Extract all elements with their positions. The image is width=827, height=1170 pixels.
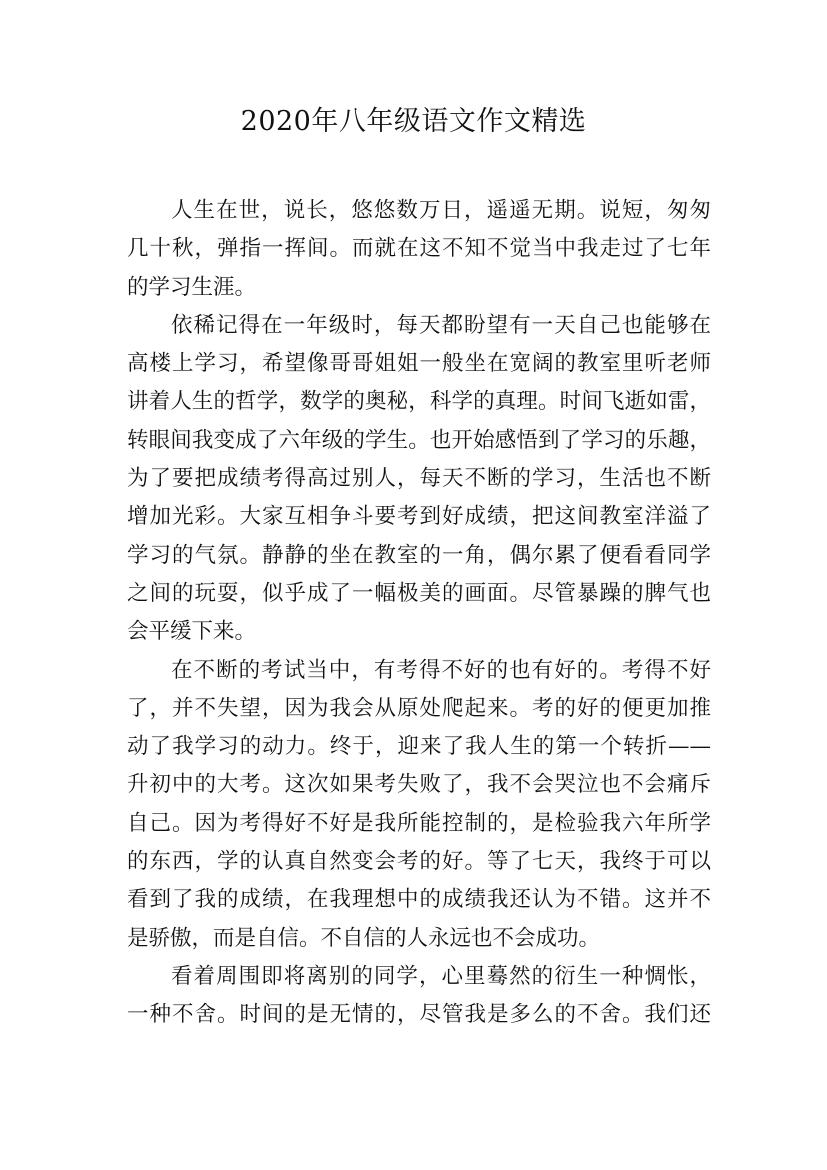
- body-text-line: 增加光彩。大家互相争斗要考到好成绩，把这间教室洋溢了: [127, 504, 711, 530]
- body-text-line: 几十秋，弹指一挥间。而就在这不知不觉当中我走过了七年: [127, 236, 711, 262]
- body-text-line: 在不断的考试当中，有考得不好的也有好的。考得不好: [171, 657, 711, 683]
- body-text-line: 高楼上学习，希望像哥哥姐姐一般坐在宽阔的教室里听老师: [127, 351, 711, 377]
- body-text-line: 了，并不失望，因为我会从原处爬起来。考的好的便更加推: [127, 695, 711, 721]
- body-text-line: 看到了我的成绩，在我理想中的成绩我还认为不错。这并不: [127, 887, 711, 913]
- body-text-line: 讲着人生的哲学，数学的奥秘，科学的真理。时间飞逝如雷，: [127, 389, 711, 415]
- document-title: 2020年八年级语文作文精选: [240, 106, 587, 137]
- body-text-line: 人生在世，说长，悠悠数万日，遥遥无期。说短，匆匆: [171, 198, 711, 223]
- body-text-line: 自己。因为考得好不好是我所能控制的，是检验我六年所学: [127, 810, 711, 836]
- body-text-line: 是骄傲，而是自信。不自信的人永远也不会成功。: [127, 925, 601, 951]
- body-text-line: 的东西，学的认真自然变会考的好。等了七天，我终于可以: [127, 849, 711, 875]
- body-text-line: 学习的气氛。静静的坐在教室的一角，偶尔累了便看看同学: [127, 542, 711, 568]
- body-text-line: 看着周围即将离别的同学，心里蓦然的衍生一种惆怅，: [171, 963, 711, 989]
- body-text-line: 动了我学习的动力。终于，迎来了我人生的第一个转折——: [127, 734, 711, 760]
- body-text-line: 会平缓下来。: [127, 619, 257, 645]
- body-text-line: 为了要把成绩考得高过别人，每天不断的学习，生活也不断: [127, 466, 711, 492]
- body-text-line: 的学习生涯。: [127, 274, 257, 300]
- body-text-line: 依稀记得在一年级时，每天都盼望有一天自己也能够在: [171, 312, 711, 338]
- body-text-line: 之间的玩耍，似乎成了一幅极美的画面。尽管暴躁的脾气也: [127, 580, 711, 606]
- body-text-line: 一种不舍。时间的是无情的，尽管我是多么的不舍。我们还: [127, 1002, 711, 1028]
- document-body: [127, 192, 711, 1035]
- body-text-line: 转眼间我变成了六年级的学生。也开始感悟到了学习的乐趣，: [127, 427, 711, 453]
- body-text-line: 升初中的大考。这次如果考失败了，我不会哭泣也不会痛斥: [127, 772, 711, 798]
